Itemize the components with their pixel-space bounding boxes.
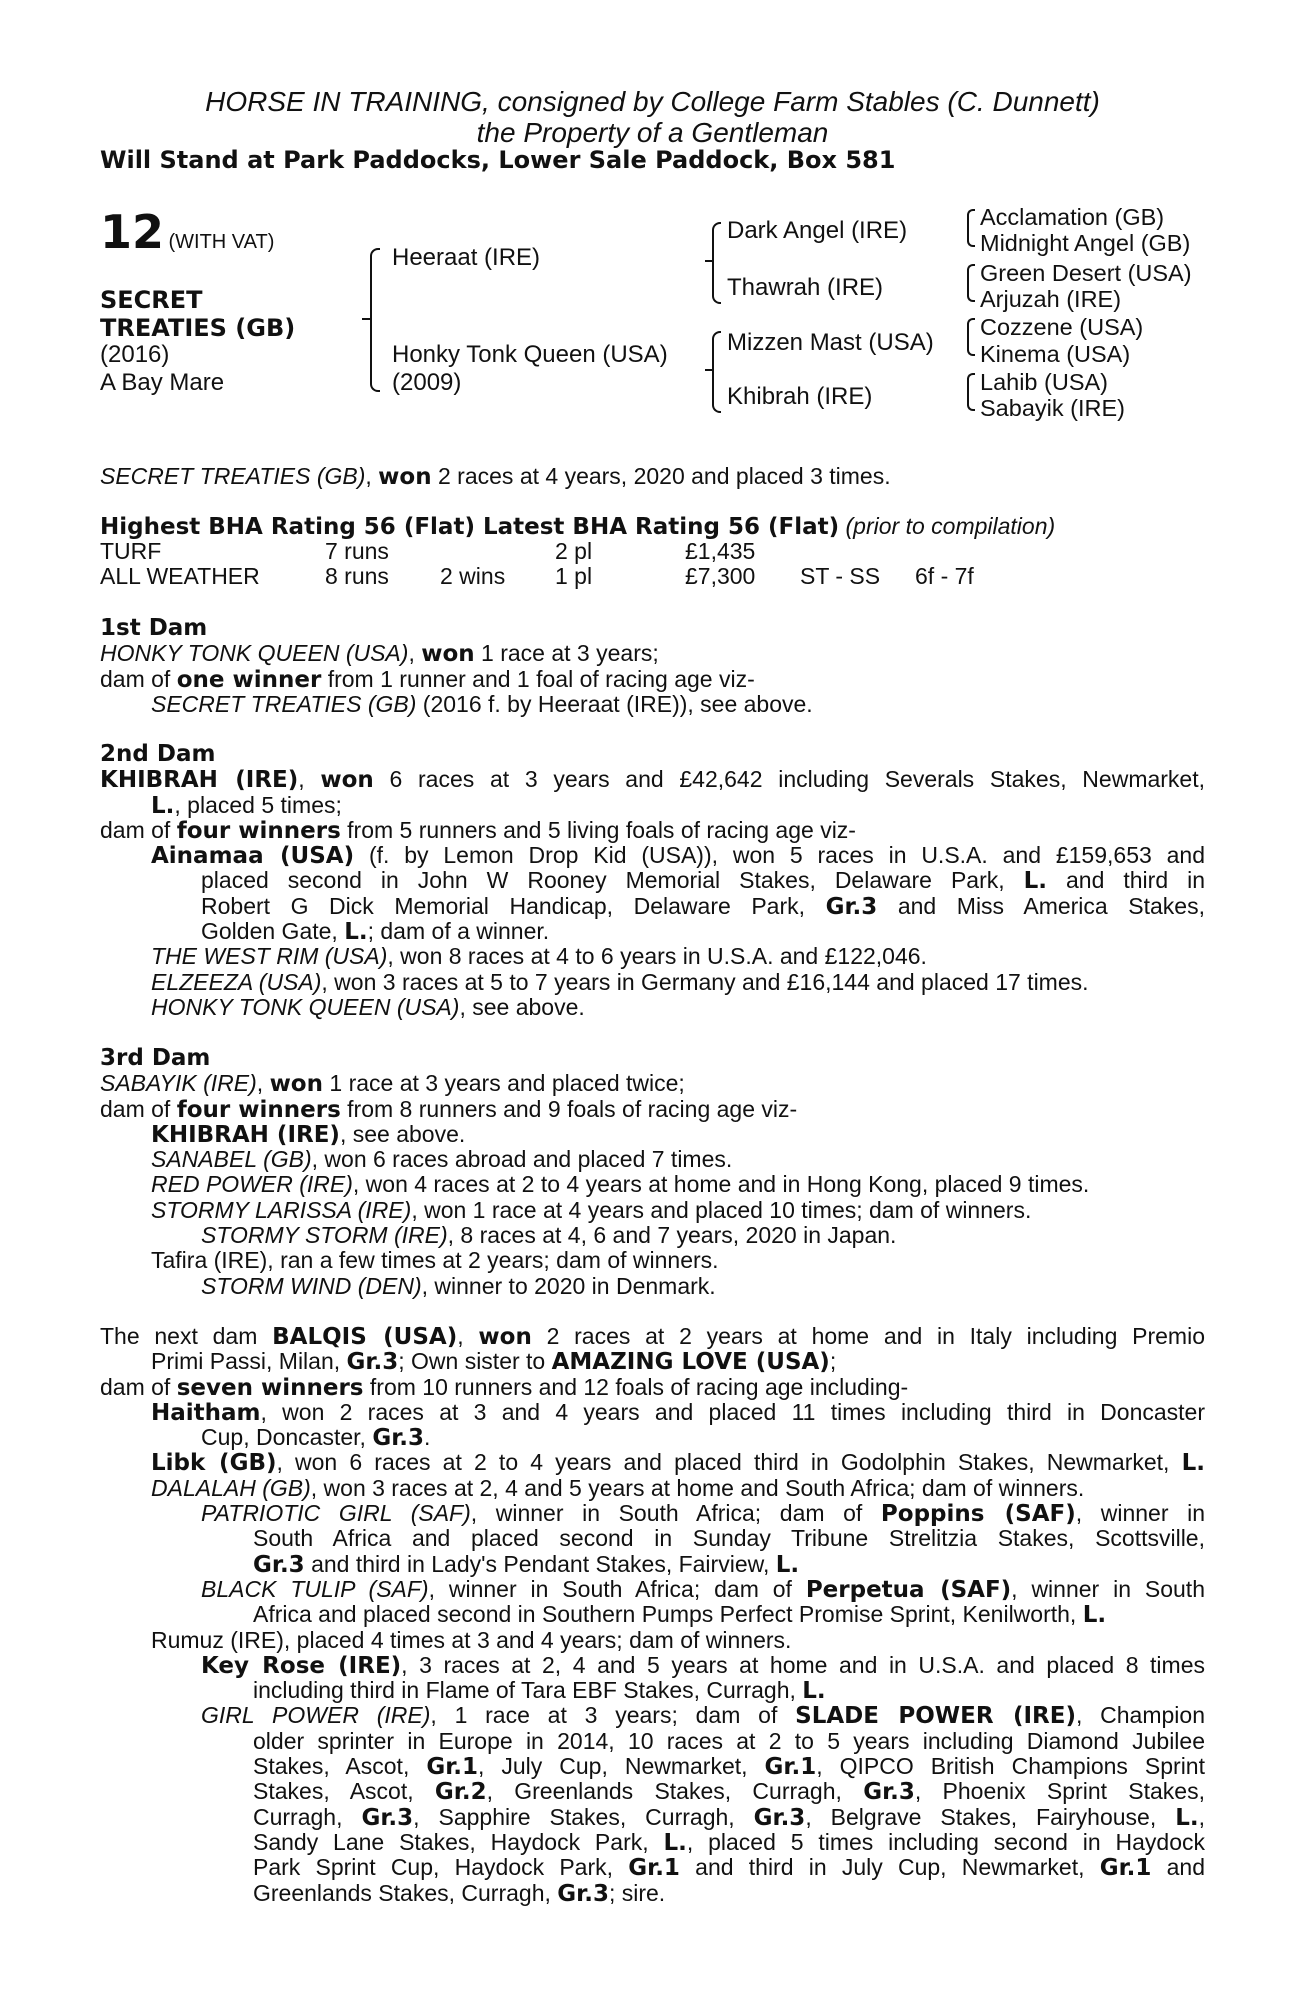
text-rating-note: (prior to compilation): [845, 513, 1056, 539]
text-line: [100, 919, 1205, 944]
text-dam2-a1-name: Ainamaa (USA): [151, 843, 355, 870]
pedigree-g8: Sabayik (IRE): [980, 395, 1125, 421]
text-next-bt1-name: BLACK TULIP (SAF): [201, 1575, 429, 1602]
first-dam-section: [100, 616, 1205, 717]
consignor-line: HORSE IN TRAINING, consigned by College Farm Stables (C. Dunnett): [205, 86, 1100, 117]
text-next-gp4-gr1: Gr.2: [434, 1779, 487, 1806]
pedigree-brace-dam-point: [705, 369, 713, 371]
pedigree-g3: Green Desert (USA): [980, 260, 1192, 286]
turf-prize: £1,435: [685, 538, 756, 564]
pedigree-brace-g2: [967, 264, 975, 302]
text-line: KHIBRAH (IRE), won 6 races at 3 years and £42,642 including Severals Stakes, Newmarket,: [100, 766, 1205, 794]
text-rating-b1: Highest BHA Rating 56 (Flat) Latest BHA Rating 56 (Flat): [100, 514, 840, 540]
text-dam3-l2-c: from 8 runners and 9 foals of racing age viz-: [340, 1095, 798, 1122]
text-dam3-l2-a: dam of: [100, 1095, 177, 1122]
text-dam2-a2: placed second in John W Rooney Memorial Stakes, Delaware Park,: [201, 867, 1024, 894]
text-dam1-l2-c: from 1 runner and 1 foal of racing age viz-: [321, 665, 755, 692]
text-next-l3-c: from 10 runners and 12 foals of racing age including-: [363, 1373, 909, 1400]
text-dam3-sw-rest: , winner to 2020 in Denmark.: [421, 1272, 716, 1299]
text-line: [100, 1830, 1205, 1855]
text-dam3-t: Tafira (IRE), ran a few times at 2 years; dam of winners.: [151, 1247, 719, 1274]
text-next-bt2-l: L.: [1082, 1602, 1107, 1629]
text-dam2-a1-rest: (f. by Lemon Drop Kid (USA)), won 5 races in U.S.A. and £159,653 and: [354, 842, 1205, 869]
text-line: [100, 1097, 1205, 1122]
text-next-l1-name: BALQIS (USA): [272, 1324, 458, 1350]
vat-note: (WITH VAT): [168, 231, 275, 253]
text-next-p1-rest: , winner in South Africa; dam of: [470, 1500, 881, 1527]
pedigree-g5: Cozzene (USA): [980, 314, 1144, 340]
text-dam1-l2-a: dam of: [100, 665, 177, 692]
text-dam2-l1-rest: 6 races at 3 years and £42,642 including Severals Stakes, Newmarket,: [373, 766, 1205, 793]
next-dam-section: [100, 1324, 1205, 1906]
text-dam1-l2-b: one winner: [176, 666, 322, 693]
pedigree-sire-sire: Dark Angel (IRE): [727, 217, 908, 244]
text-dam3-l1-rest: 1 race at 3 years and placed twice;: [323, 1070, 685, 1097]
text-line: [100, 1400, 1205, 1425]
text-next-ru: Rumuz (IRE), placed 4 times at 3 and 4 years; dam of winners.: [151, 1626, 792, 1653]
text-next-gp5-c: , Belgrave Stakes, Fairyhouse,: [805, 1803, 1176, 1830]
text-dam2-l2-rest: , placed 5 times;: [174, 791, 342, 818]
text-dam2-a2-l: L.: [1023, 868, 1048, 895]
turf-placed: 2 pl: [555, 538, 593, 564]
turf-label: TURF: [100, 538, 162, 564]
text-next-l3-b: seven winners: [176, 1374, 364, 1401]
text-line: [100, 1425, 1205, 1450]
text-line: [100, 1349, 1205, 1374]
text-next-lb-name: Libk (GB): [151, 1450, 277, 1477]
text-next-gp8: Greenlands Stakes, Curragh,: [253, 1879, 558, 1906]
pedigree-g4: Arjuzah (IRE): [980, 286, 1122, 312]
text-line: [100, 944, 1205, 969]
text-next-kr2: including third in Flame of Tara EBF Stakes, Curragh,: [253, 1677, 803, 1704]
text-line: [100, 1223, 1205, 1248]
text-next-l1-a: The next dam: [100, 1323, 273, 1349]
pedigree-brace-dam: [712, 331, 721, 413]
text-next-h2-end: .: [424, 1424, 431, 1451]
text-line: [100, 818, 1205, 843]
text-dam2-a3-rest: and Miss America Stakes,: [877, 892, 1205, 919]
text-dam1-l3-rest: (2016 f. by Heeraat (IRE)), see above.: [416, 690, 813, 717]
text-next-bt1-b: Perpetua (SAF): [805, 1576, 1012, 1603]
text-dam3-heading: 3rd Dam: [100, 1045, 211, 1071]
text-next-gp4: Stakes, Ascot,: [253, 1778, 435, 1805]
text-next-kr1-rest: , 3 races at 2, 4 and 5 years at home and in U.S.A. and placed 8 times: [401, 1651, 1205, 1678]
text-next-h1-rest: , won 2 races at 3 and 4 years and placed 11 times including third in Doncaster: [260, 1398, 1205, 1425]
text-line: [100, 1729, 1205, 1754]
horse-name: [100, 286, 295, 342]
text-dam1-heading: 1st Dam: [100, 615, 208, 641]
pedigree-g6: Kinema (USA): [980, 341, 1131, 367]
horse-description: A Bay Mare: [100, 369, 225, 396]
text-next-l2-gr: Gr.3: [346, 1349, 399, 1376]
text-next-gp3-gr2: Gr.1: [764, 1754, 817, 1781]
text-dam3-l1-name: SABAYIK (IRE): [100, 1070, 257, 1097]
text-next-lb-rest: , won 6 races at 2 to 4 years and placed third in Godolphin Stakes, Newmarket,: [276, 1449, 1182, 1476]
text-next-gp3: Stakes, Ascot,: [253, 1753, 427, 1780]
text-line: HONKY TONK QUEEN (USA), won 1 race at 3 years;: [100, 640, 659, 668]
text-dam3-sl-rest: , won 1 race at 4 years and placed 10 times; dam of winners.: [411, 1196, 1032, 1223]
text-line: [100, 1703, 1205, 1728]
text-dam1-l1-rest: 1 race at 3 years;: [474, 640, 659, 667]
aw-prize: £7,300: [685, 563, 756, 589]
text-line: [100, 1552, 1205, 1577]
text-next-gp6-l: L.: [663, 1829, 687, 1856]
text-dam3-r-rest: , won 4 races at 2 to 4 years at home and in Hong Kong, placed 9 times.: [352, 1171, 1090, 1198]
pedigree-g2: Midnight Angel (GB): [980, 230, 1191, 256]
text-next-bt2: Africa and placed second in Southern Pumps Perfect Promise Sprint, Kenilworth,: [253, 1601, 1083, 1628]
text-dam2-l3-b: four winners: [176, 817, 341, 844]
text-next-gp3-c: , QIPCO British Champions Sprint: [816, 1753, 1205, 1780]
text-line: [100, 1501, 1205, 1526]
text-next-gp5-b: , Sapphire Stakes, Curragh,: [413, 1803, 754, 1830]
text-dam2-heading: 2nd Dam: [100, 741, 216, 767]
text-dam2-e-name: ELZEEZA (USA): [151, 968, 322, 995]
text-next-gp4-b: , Greenlands Stakes, Curragh,: [486, 1778, 864, 1805]
text-dam3-ss-rest: , 8 races at 4, 6 and 7 years, 2020 in Japan.: [447, 1222, 897, 1249]
text-line: [100, 843, 1205, 868]
text-next-gp7-c: and: [1151, 1854, 1205, 1881]
text-next-gp7-b: and third in July Cup, Newmarket,: [679, 1854, 1100, 1881]
text-summary-name: SECRET TREATIES (GB): [100, 463, 366, 489]
text-next-gp8-b: ; sire.: [608, 1879, 666, 1906]
lot-number: [100, 205, 274, 259]
text-next-gp7-gr2: Gr.1: [1099, 1855, 1152, 1882]
text-next-gp5-d: ,: [1198, 1803, 1205, 1830]
text-dam3-l1-won: won: [269, 1071, 323, 1098]
text-next-h1-name: Haitham: [151, 1399, 261, 1426]
text-next-l1-won: won: [478, 1324, 532, 1350]
text-next-p1-b: Poppins (SAF): [880, 1501, 1076, 1528]
text-dam2-h-rest: , see above.: [459, 993, 585, 1020]
pedigree-sire: Heeraat (IRE): [392, 244, 541, 271]
text-line: [100, 1198, 1205, 1223]
text-dam2-w-rest: , won 8 races at 4 to 6 years in U.S.A. and £122,046.: [387, 943, 927, 970]
text-summary-won: won: [378, 464, 432, 490]
text-dam3-l2-b: four winners: [176, 1096, 341, 1123]
text-line: [100, 1678, 1205, 1703]
text-dam3-ss-name: STORMY STORM (IRE): [201, 1222, 448, 1249]
property-line: the Property of a Gentleman: [476, 117, 829, 148]
text-dam2-a4: Golden Gate,: [201, 918, 345, 945]
text-next-p3-rest: and third in Lady's Pendant Stakes, Fairview,: [304, 1550, 776, 1577]
text-next-kr1-name: Key Rose (IRE): [201, 1652, 402, 1679]
text-line: [100, 1450, 1205, 1475]
text-dam2-l2-l: L.: [151, 792, 175, 819]
text-line: [100, 1172, 1205, 1197]
pedigree-dam-sire: Mizzen Mast (USA): [727, 329, 934, 356]
text-next-gp1-name: GIRL POWER (IRE): [201, 1702, 431, 1729]
text-next-p3-l: L.: [775, 1551, 800, 1578]
text-line: [100, 793, 1205, 818]
pedigree-dam-dam: Khibrah (IRE): [727, 383, 873, 410]
text-dam2-l3-a: dam of: [100, 816, 177, 843]
pedigree-g7: Lahib (USA): [980, 369, 1108, 395]
horse-name-line2: TREATIES (GB): [100, 314, 296, 342]
pedigree-dam: Honky Tonk Queen (USA): [392, 341, 668, 368]
text-next-gp7: Park Sprint Cup, Haydock Park,: [253, 1854, 629, 1881]
second-dam-section: [100, 742, 1205, 1020]
text-next-gp4-gr2: Gr.3: [863, 1779, 915, 1806]
text-next-lb-l: L.: [1181, 1450, 1205, 1477]
text-next-gp5-gr1: Gr.3: [361, 1804, 414, 1831]
horse-year: (2016): [100, 341, 170, 368]
text-dam2-a4-l: L.: [344, 919, 368, 946]
aw-wins: 2 wins: [440, 563, 506, 589]
text-next-p2: South Africa and placed second in Sunday Tribune Strelitzia Stakes, Scottsville,: [253, 1525, 1205, 1552]
text-line: [100, 1779, 1205, 1804]
text-summary-rest: 2 races at 4 years, 2020 and placed 3 times.: [431, 463, 891, 489]
text-next-gp5-l: L.: [1175, 1804, 1199, 1831]
text-line: [100, 1754, 1205, 1779]
text-dam2-l3-c: from 5 runners and 5 living foals of racing age viz-: [340, 816, 856, 843]
text-next-gp1-rest: , 1 race at 3 years; dam of: [430, 1702, 796, 1729]
text-next-gp2: older sprinter in Europe in 2014, 10 races at 2 to 5 years including Diamond Jubilee: [253, 1727, 1205, 1754]
text-dam1-l1-won: won: [421, 641, 475, 668]
text-line: [100, 1248, 1205, 1273]
text-line: [100, 868, 1205, 893]
text-next-l2-name: AMAZING LOVE (USA): [551, 1349, 830, 1376]
text-dam2-w-name: THE WEST RIM (USA): [151, 943, 388, 970]
rating-heading: [100, 514, 1205, 539]
text-line: SECRET TREATIES (GB), won 2 races at 4 years, 2020 and placed 3 times.: [100, 463, 891, 490]
turf-runs: 7 runs: [325, 538, 389, 564]
text-dam3-s-rest: , won 6 races abroad and placed 7 times.: [311, 1146, 733, 1173]
text-next-gp8-gr: Gr.3: [557, 1880, 609, 1907]
aw-distances: 6f - 7f: [915, 563, 974, 589]
text-dam3-k-name: KHIBRAH (IRE): [151, 1121, 340, 1148]
text-next-d-rest: , won 3 races at 2, 4 and 5 years at home and South Africa; dam of winners.: [310, 1474, 1085, 1501]
text-next-h2: Cup, Doncaster,: [201, 1424, 373, 1451]
text-line: [100, 1577, 1205, 1602]
text-next-gp4-c: , Phoenix Sprint Stakes,: [914, 1778, 1205, 1805]
text-next-gp7-gr1: Gr.1: [628, 1855, 680, 1882]
aw-surfaces: ST - SS: [800, 563, 881, 589]
text-line: [100, 894, 1205, 919]
text-dam2-e-rest: , won 3 races at 5 to 7 years in Germany and £16,144 and placed 17 times.: [321, 968, 1089, 995]
text-next-gp1-end: , Champion: [1075, 1702, 1205, 1729]
text-next-l3-a: dam of: [100, 1373, 177, 1400]
text-dam2-l1-name: KHIBRAH (IRE): [100, 767, 299, 794]
pedigree-brace-g1: [967, 209, 975, 247]
text-line: [100, 692, 1205, 717]
text-next-gp5: Curragh,: [253, 1803, 362, 1830]
text-next-p3-gr: Gr.3: [253, 1551, 305, 1578]
horse-name-line1: SECRET: [100, 286, 203, 314]
aw-runs: 8 runs: [325, 563, 389, 589]
text-next-l2-c: ;: [829, 1348, 837, 1375]
text-line: [100, 1881, 1205, 1906]
text-next-bt1-end: , winner in South: [1011, 1575, 1205, 1602]
pedigree-brace-g4: [967, 373, 975, 411]
text-next-d-name: DALALAH (GB): [151, 1474, 311, 1501]
summary-line: [100, 464, 1205, 489]
text-line: [100, 1526, 1205, 1551]
text-dam1-l3-name: SECRET TREATIES (GB): [151, 690, 417, 717]
text-next-l1-rest: 2 races at 2 years at home and in Italy including Premio: [531, 1323, 1205, 1349]
text-next-p1-name: PATRIOTIC GIRL (SAF): [201, 1500, 471, 1527]
lot-number-value: 12: [100, 205, 165, 259]
text-line: [100, 1602, 1205, 1627]
pedigree-dam-year: (2009): [392, 369, 462, 396]
pedigree-brace-g3: [967, 318, 975, 356]
text-next-l2-a: Primi Passi, Milan,: [151, 1348, 347, 1375]
third-dam-section: [100, 1046, 1205, 1299]
pedigree-brace-main-point: [362, 318, 370, 320]
text-dam3-r-name: RED POWER (IRE): [151, 1171, 353, 1198]
text-line: [100, 1147, 1205, 1172]
text-dam2-a3-gr: Gr.3: [825, 893, 878, 920]
text-line: [100, 970, 1205, 995]
text-dam3-sl-name: STORMY LARISSA (IRE): [151, 1196, 412, 1223]
text-line: [100, 1274, 1205, 1299]
text-dam2-h-name: HONKY TONK QUEEN (USA): [151, 993, 460, 1020]
pedigree-brace-main: [370, 248, 380, 392]
pedigree-brace-sire: [712, 222, 721, 304]
text-line: [100, 1476, 1205, 1501]
text-line: SABAYIK (IRE), won 1 race at 3 years and placed twice;: [100, 1070, 685, 1098]
aw-label: ALL WEATHER: [100, 563, 260, 589]
text-dam2-a4-rest: ; dam of a winner.: [367, 918, 550, 945]
text-line: [100, 1653, 1205, 1678]
pedigree-g1: Acclamation (GB): [980, 204, 1165, 230]
text-next-gp3-gr1: Gr.1: [426, 1754, 479, 1781]
text-line: [100, 1375, 1205, 1400]
text-line: [100, 514, 1205, 539]
text-line: [100, 667, 1205, 692]
location-line: Will Stand at Park Paddocks, Lower Sale Paddock, Box 581: [100, 146, 896, 174]
text-dam3-k-rest: , see above.: [339, 1120, 466, 1147]
text-next-gp1-b: SLADE POWER (IRE): [795, 1703, 1076, 1730]
text-dam2-a2-rest: and third in: [1047, 867, 1205, 894]
text-line: [100, 995, 1205, 1020]
text-dam2-a3: Robert G Dick Memorial Handicap, Delaware Park,: [201, 892, 826, 919]
text-next-p1-end: , winner in: [1075, 1500, 1205, 1527]
text-next-gp6: Sandy Lane Stakes, Haydock Park,: [253, 1828, 664, 1855]
text-line: [100, 1628, 1205, 1653]
text-line: [100, 1122, 1205, 1147]
text-next-kr2-l: L.: [802, 1678, 826, 1705]
text-next-h2-gr: Gr.3: [372, 1425, 424, 1452]
aw-placed: 1 pl: [555, 563, 593, 589]
text-line: [100, 1855, 1205, 1880]
text-next-gp3-b: , July Cup, Newmarket,: [478, 1753, 765, 1780]
pedigree-brace-sire-point: [705, 260, 713, 262]
text-next-bt1-rest: , winner in South Africa; dam of: [428, 1575, 806, 1602]
text-dam3-s-name: SANABEL (GB): [151, 1146, 312, 1173]
text-next-gp5-gr2: Gr.3: [753, 1804, 806, 1831]
text-dam1-l1-name: HONKY TONK QUEEN (USA): [100, 640, 409, 667]
text-next-gp6-b: , placed 5 times including second in Haydock: [686, 1828, 1206, 1855]
pedigree-sire-dam: Thawrah (IRE): [727, 274, 884, 301]
text-line: [100, 1805, 1205, 1830]
text-next-l2-b: ; Own sister to: [398, 1348, 552, 1375]
text-dam3-sw-name: STORM WIND (DEN): [201, 1272, 422, 1299]
text-dam2-l1-won: won: [320, 767, 374, 794]
text-line: The next dam BALQIS (USA), won 2 races at 2 years at home and in Italy including Premio: [100, 1323, 1205, 1350]
